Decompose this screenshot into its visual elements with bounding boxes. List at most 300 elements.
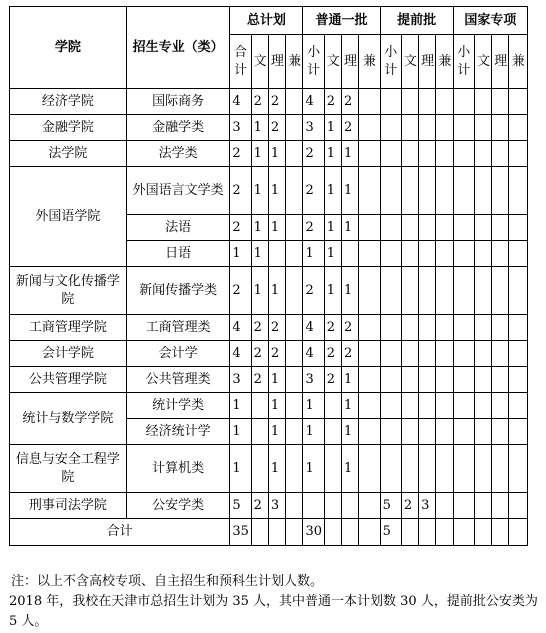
count-cell: 3 <box>230 367 251 393</box>
empty-cell <box>268 519 285 546</box>
header-wen: 文 <box>474 35 491 89</box>
count-cell <box>474 315 491 341</box>
header-li: 理 <box>268 35 285 89</box>
count-cell <box>436 141 453 167</box>
header-jian: 兼 <box>436 35 453 89</box>
count-cell <box>436 241 453 267</box>
count-cell: 1 <box>251 241 268 267</box>
count-cell <box>359 367 380 393</box>
count-cell <box>509 167 528 215</box>
header-small-total: 小计 <box>303 35 324 89</box>
count-cell <box>474 141 491 167</box>
header-jian: 兼 <box>286 35 303 89</box>
count-cell <box>419 167 436 215</box>
count-cell: 1 <box>251 267 268 315</box>
count-cell: 1 <box>251 167 268 215</box>
empty-cell <box>286 519 303 546</box>
count-cell: 1 <box>324 115 341 141</box>
count-cell: 3 <box>303 115 324 141</box>
count-cell <box>286 315 303 341</box>
count-cell: 2 <box>342 115 359 141</box>
count-cell <box>380 445 401 493</box>
count-cell: 1 <box>251 141 268 167</box>
count-cell: 2 <box>251 89 268 115</box>
count-cell: 1 <box>303 445 324 493</box>
count-cell: 1 <box>268 267 285 315</box>
count-cell <box>286 267 303 315</box>
header-li: 理 <box>342 35 359 89</box>
count-cell <box>419 267 436 315</box>
count-cell <box>474 241 491 267</box>
total-value-cell <box>453 519 474 546</box>
count-cell <box>474 89 491 115</box>
table-row <box>10 141 528 167</box>
count-cell: 2 <box>230 167 251 215</box>
count-cell <box>359 215 380 241</box>
count-cell <box>492 241 509 267</box>
count-cell: 5 <box>230 493 251 519</box>
count-cell: 1 <box>251 215 268 241</box>
count-cell <box>401 445 418 493</box>
major-cell: 日语 <box>126 241 230 267</box>
count-cell: 2 <box>251 367 268 393</box>
college-cell: 统计与数学学院 <box>10 393 127 445</box>
count-cell <box>380 241 401 267</box>
college-cell: 刑事司法学院 <box>10 493 127 519</box>
empty-cell <box>342 519 359 546</box>
count-cell <box>436 419 453 445</box>
count-cell: 1 <box>342 445 359 493</box>
count-cell: 1 <box>324 215 341 241</box>
count-cell <box>401 241 418 267</box>
count-cell: 5 <box>380 493 401 519</box>
count-cell <box>419 315 436 341</box>
count-cell <box>419 367 436 393</box>
count-cell: 3 <box>230 115 251 141</box>
count-cell <box>359 89 380 115</box>
count-cell <box>286 445 303 493</box>
count-cell <box>509 115 528 141</box>
count-cell: 1 <box>268 367 285 393</box>
count-cell <box>401 141 418 167</box>
major-cell: 经济统计学 <box>126 419 230 445</box>
table-row <box>10 367 528 393</box>
college-cell: 公共管理学院 <box>10 367 127 393</box>
total-value-cell: 30 <box>303 519 324 546</box>
count-cell: 2 <box>324 341 341 367</box>
count-cell: 1 <box>268 215 285 241</box>
count-cell: 2 <box>268 115 285 141</box>
header-national-special: 国家专项 <box>453 7 527 35</box>
empty-cell <box>474 519 491 546</box>
count-cell <box>436 315 453 341</box>
count-cell <box>359 493 380 519</box>
count-cell <box>286 241 303 267</box>
table-row <box>10 445 528 493</box>
count-cell: 1 <box>342 267 359 315</box>
count-cell <box>492 89 509 115</box>
count-cell <box>509 445 528 493</box>
count-cell <box>453 141 474 167</box>
count-cell <box>324 445 341 493</box>
count-cell <box>509 241 528 267</box>
count-cell <box>419 341 436 367</box>
count-cell: 1 <box>303 419 324 445</box>
header-subtotal: 合计 <box>230 35 251 89</box>
count-cell <box>474 115 491 141</box>
count-cell <box>453 241 474 267</box>
count-cell: 2 <box>342 315 359 341</box>
table-row <box>10 393 528 419</box>
header-jian: 兼 <box>359 35 380 89</box>
header-wen: 文 <box>401 35 418 89</box>
count-cell <box>436 89 453 115</box>
count-cell <box>436 167 453 215</box>
major-cell: 公共管理类 <box>126 367 230 393</box>
count-cell <box>492 115 509 141</box>
count-cell <box>509 315 528 341</box>
count-cell: 4 <box>303 89 324 115</box>
count-cell <box>286 341 303 367</box>
count-cell <box>453 167 474 215</box>
count-cell <box>453 493 474 519</box>
count-cell <box>419 445 436 493</box>
count-cell <box>509 141 528 167</box>
count-cell <box>286 141 303 167</box>
count-cell <box>286 419 303 445</box>
count-cell <box>419 215 436 241</box>
major-cell: 法学类 <box>126 141 230 167</box>
major-cell: 计算机类 <box>126 445 230 493</box>
count-cell: 2 <box>324 89 341 115</box>
header-jian: 兼 <box>509 35 528 89</box>
count-cell <box>436 493 453 519</box>
count-cell <box>251 445 268 493</box>
count-cell <box>453 393 474 419</box>
total-value-cell: 35 <box>230 519 251 546</box>
count-cell: 1 <box>342 141 359 167</box>
plan-table-body <box>10 89 528 546</box>
count-cell <box>380 419 401 445</box>
count-cell <box>474 419 491 445</box>
count-cell: 4 <box>230 341 251 367</box>
count-cell <box>380 367 401 393</box>
empty-cell <box>401 519 418 546</box>
count-cell <box>380 315 401 341</box>
table-row <box>10 267 528 315</box>
count-cell <box>436 115 453 141</box>
count-cell <box>324 393 341 419</box>
count-cell: 2 <box>303 167 324 215</box>
count-cell <box>509 89 528 115</box>
count-cell <box>380 393 401 419</box>
count-cell: 1 <box>268 445 285 493</box>
count-cell: 2 <box>303 215 324 241</box>
count-cell <box>401 393 418 419</box>
count-cell <box>380 141 401 167</box>
table-row <box>10 493 528 519</box>
header-wen: 文 <box>251 35 268 89</box>
count-cell <box>268 241 285 267</box>
count-cell <box>474 267 491 315</box>
major-cell: 外国语言文学类 <box>126 167 230 215</box>
count-cell: 1 <box>251 115 268 141</box>
count-cell <box>419 419 436 445</box>
count-cell: 1 <box>268 167 285 215</box>
major-cell: 统计学类 <box>126 393 230 419</box>
count-cell <box>359 241 380 267</box>
empty-cell <box>324 519 341 546</box>
count-cell: 1 <box>230 241 251 267</box>
count-cell: 1 <box>342 167 359 215</box>
count-cell <box>453 89 474 115</box>
count-cell <box>492 341 509 367</box>
total-row <box>10 519 528 546</box>
count-cell <box>453 215 474 241</box>
count-cell: 2 <box>324 315 341 341</box>
count-cell <box>453 341 474 367</box>
count-cell: 1 <box>268 419 285 445</box>
count-cell: 1 <box>324 267 341 315</box>
count-cell <box>401 215 418 241</box>
count-cell: 2 <box>230 267 251 315</box>
count-cell <box>359 167 380 215</box>
major-cell: 工商管理类 <box>126 315 230 341</box>
count-cell: 1 <box>324 141 341 167</box>
count-cell: 2 <box>230 141 251 167</box>
count-cell <box>359 315 380 341</box>
empty-cell <box>251 519 268 546</box>
count-cell <box>419 141 436 167</box>
count-cell: 4 <box>230 315 251 341</box>
count-cell: 1 <box>324 167 341 215</box>
count-cell <box>359 393 380 419</box>
count-cell: 2 <box>268 341 285 367</box>
count-cell: 4 <box>230 89 251 115</box>
count-cell <box>492 367 509 393</box>
count-cell <box>359 419 380 445</box>
count-cell: 1 <box>230 393 251 419</box>
header-college: 学院 <box>10 7 127 89</box>
count-cell: 1 <box>230 419 251 445</box>
count-cell <box>436 341 453 367</box>
count-cell: 2 <box>303 267 324 315</box>
college-cell: 会计学院 <box>10 341 127 367</box>
count-cell <box>509 419 528 445</box>
major-cell: 法语 <box>126 215 230 241</box>
count-cell <box>492 393 509 419</box>
count-cell <box>436 445 453 493</box>
empty-cell <box>436 519 453 546</box>
count-cell <box>509 367 528 393</box>
count-cell <box>401 167 418 215</box>
count-cell <box>401 315 418 341</box>
count-cell <box>401 267 418 315</box>
count-cell <box>286 393 303 419</box>
count-cell <box>359 267 380 315</box>
count-cell <box>474 493 491 519</box>
count-cell: 1 <box>342 419 359 445</box>
count-cell <box>492 315 509 341</box>
major-cell: 新闻传播学类 <box>126 267 230 315</box>
count-cell <box>342 493 359 519</box>
count-cell: 3 <box>268 493 285 519</box>
count-cell <box>286 89 303 115</box>
count-cell <box>453 445 474 493</box>
table-row <box>10 115 528 141</box>
count-cell <box>380 89 401 115</box>
table-row <box>10 167 528 215</box>
header-major: 招生专业（类） <box>126 7 230 89</box>
count-cell: 2 <box>303 141 324 167</box>
college-cell: 法学院 <box>10 141 127 167</box>
count-cell <box>474 215 491 241</box>
count-cell <box>380 115 401 141</box>
count-cell <box>401 341 418 367</box>
count-cell: 3 <box>419 493 436 519</box>
header-small-total: 小计 <box>380 35 401 89</box>
count-cell <box>401 367 418 393</box>
college-cell: 新闻与文化传播学院 <box>10 267 127 315</box>
count-cell <box>492 445 509 493</box>
header-total-plan: 总计划 <box>230 7 303 35</box>
count-cell <box>436 367 453 393</box>
count-cell: 1 <box>303 241 324 267</box>
note-summary: 2018 年，我校在天津市总招生计划为 35 人，其中普通一本计划数 30 人，提前批公安类为 5 人。 <box>9 594 538 629</box>
count-cell <box>342 241 359 267</box>
count-cell <box>359 445 380 493</box>
total-label: 合计 <box>10 519 230 546</box>
count-cell <box>359 141 380 167</box>
count-cell: 1 <box>268 141 285 167</box>
count-cell <box>509 267 528 315</box>
count-cell <box>492 419 509 445</box>
count-cell <box>453 315 474 341</box>
count-cell <box>492 493 509 519</box>
count-cell <box>303 493 324 519</box>
count-cell: 2 <box>251 341 268 367</box>
major-cell: 公安学类 <box>126 493 230 519</box>
count-cell <box>380 341 401 367</box>
count-cell <box>453 419 474 445</box>
college-cell: 外国语学院 <box>10 167 127 267</box>
count-cell <box>380 267 401 315</box>
count-cell <box>492 141 509 167</box>
count-cell: 2 <box>342 341 359 367</box>
major-cell: 金融学类 <box>126 115 230 141</box>
count-cell: 1 <box>342 215 359 241</box>
count-cell <box>509 493 528 519</box>
header-early-batch: 提前批 <box>380 7 453 35</box>
count-cell: 1 <box>342 367 359 393</box>
table-row <box>10 341 528 367</box>
empty-cell <box>419 519 436 546</box>
college-cell: 信息与安全工程学院 <box>10 445 127 493</box>
count-cell <box>453 115 474 141</box>
count-cell <box>324 493 341 519</box>
notes <box>9 572 546 632</box>
header-small-total: 小计 <box>453 35 474 89</box>
count-cell <box>419 115 436 141</box>
count-cell <box>509 215 528 241</box>
count-cell <box>474 341 491 367</box>
count-cell: 2 <box>401 493 418 519</box>
empty-cell <box>492 519 509 546</box>
count-cell <box>251 419 268 445</box>
count-cell <box>401 419 418 445</box>
count-cell <box>286 493 303 519</box>
header-li: 理 <box>492 35 509 89</box>
count-cell <box>453 367 474 393</box>
major-cell: 国际商务 <box>126 89 230 115</box>
count-cell <box>286 215 303 241</box>
count-cell <box>474 445 491 493</box>
count-cell <box>453 267 474 315</box>
count-cell <box>509 341 528 367</box>
count-cell <box>436 393 453 419</box>
count-cell <box>286 115 303 141</box>
college-cell: 金融学院 <box>10 115 127 141</box>
count-cell: 1 <box>324 241 341 267</box>
count-cell <box>251 393 268 419</box>
count-cell <box>474 393 491 419</box>
count-cell: 2 <box>268 89 285 115</box>
table-row <box>10 89 528 115</box>
count-cell <box>359 341 380 367</box>
header-general-batch: 普通一批 <box>303 7 380 35</box>
count-cell <box>286 367 303 393</box>
count-cell <box>436 215 453 241</box>
enrollment-plan-table <box>9 6 528 546</box>
count-cell <box>474 167 491 215</box>
count-cell: 3 <box>303 367 324 393</box>
count-cell <box>359 115 380 141</box>
college-cell: 工商管理学院 <box>10 315 127 341</box>
count-cell <box>380 215 401 241</box>
count-cell <box>474 367 491 393</box>
count-cell <box>380 167 401 215</box>
count-cell: 2 <box>251 315 268 341</box>
count-cell: 1 <box>342 393 359 419</box>
empty-cell <box>509 519 528 546</box>
count-cell: 2 <box>324 367 341 393</box>
note-exclusion: 注：以上不含高校专项、自主招生和预科生计划人数。 <box>11 574 324 589</box>
count-cell: 1 <box>268 393 285 419</box>
count-cell <box>419 393 436 419</box>
major-cell: 会计学 <box>126 341 230 367</box>
count-cell <box>286 167 303 215</box>
table-row <box>10 315 528 341</box>
count-cell <box>419 241 436 267</box>
count-cell <box>492 215 509 241</box>
count-cell: 1 <box>303 393 324 419</box>
count-cell: 4 <box>303 315 324 341</box>
count-cell: 1 <box>230 445 251 493</box>
count-cell <box>509 393 528 419</box>
count-cell <box>324 419 341 445</box>
count-cell <box>401 115 418 141</box>
count-cell <box>419 89 436 115</box>
header-li: 理 <box>419 35 436 89</box>
college-cell: 经济学院 <box>10 89 127 115</box>
count-cell <box>401 89 418 115</box>
count-cell: 2 <box>251 493 268 519</box>
count-cell: 2 <box>230 215 251 241</box>
plan-table-container <box>9 6 538 629</box>
count-cell: 2 <box>342 89 359 115</box>
count-cell <box>492 267 509 315</box>
total-value-cell: 5 <box>380 519 401 546</box>
